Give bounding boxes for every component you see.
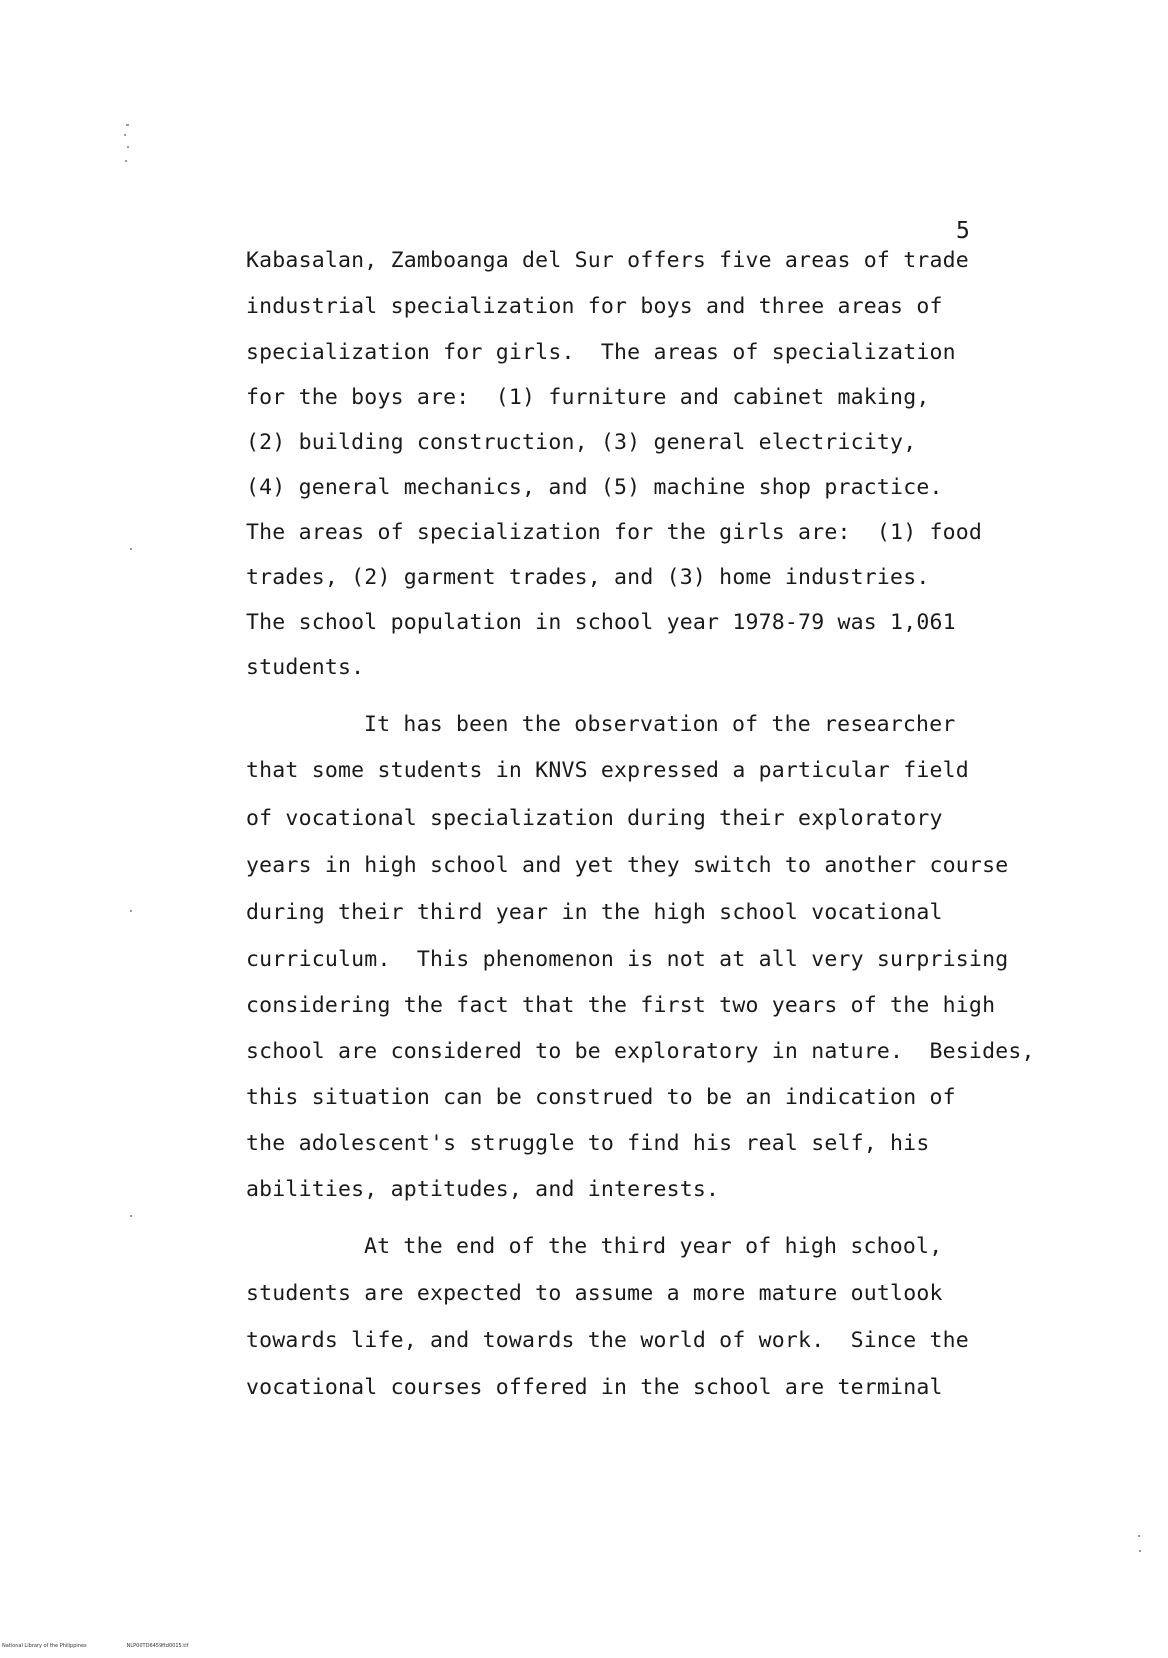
footer-library: National Library of the Philippines bbox=[2, 1643, 87, 1649]
body-text-line: specialization for girls. The areas of specialization bbox=[246, 340, 956, 365]
body-text-line: industrial specialization for boys and three areas of bbox=[246, 294, 943, 319]
body-text-line: that some students in KNVS expressed a particular field bbox=[246, 758, 969, 783]
body-text-line: Kabasalan, Zamboanga del Sur offers five areas of trade bbox=[246, 248, 969, 273]
body-text-line: years in high school and yet they switch to another course bbox=[246, 853, 1009, 878]
scan-speck bbox=[125, 160, 127, 162]
body-text-line: towards life, and towards the world of work. Since the bbox=[246, 1328, 969, 1353]
body-text-line: considering the fact that the first two years of the high bbox=[246, 993, 996, 1018]
scan-speck bbox=[124, 134, 126, 136]
scan-speck bbox=[130, 548, 132, 550]
body-text-line: students are expected to assume a more mature outlook bbox=[246, 1281, 943, 1306]
body-text-line: curriculum. This phenomenon is not at all very surprising bbox=[246, 947, 1009, 972]
scan-speck bbox=[130, 1215, 132, 1217]
body-text-line: this situation can be construed to be an indication of bbox=[246, 1085, 956, 1110]
scan-footer bbox=[2, 1643, 228, 1649]
body-text-line: It has been the observation of the researcher bbox=[364, 712, 956, 737]
body-text-line: abilities, aptitudes, and interests. bbox=[246, 1177, 720, 1202]
scan-speck bbox=[130, 910, 132, 912]
body-text-line: students. bbox=[246, 655, 365, 680]
body-text-line: the adolescent's struggle to find his real self, his bbox=[246, 1131, 930, 1156]
footer-filename: NLP00TD6459ftd0015.tif bbox=[126, 1643, 189, 1649]
body-text-line: of vocational specialization during their exploratory bbox=[246, 806, 943, 831]
body-text-line: (2) building construction, (3) general electricity, bbox=[246, 430, 917, 455]
scan-speck bbox=[126, 124, 129, 126]
body-text-line: during their third year in the high school vocational bbox=[246, 900, 943, 925]
page-number: 5 bbox=[956, 218, 970, 244]
body-text-line: The school population in school year 1978-79 was 1,061 bbox=[246, 610, 956, 635]
body-text-line: trades, (2) garment trades, and (3) home industries. bbox=[246, 565, 930, 590]
body-text-line: (4) general mechanics, and (5) machine shop practice. bbox=[246, 475, 943, 500]
body-text-line: for the boys are: (1) furniture and cabinet making, bbox=[246, 385, 930, 410]
scan-speck bbox=[1138, 1535, 1140, 1537]
body-text-line: At the end of the third year of high school, bbox=[364, 1234, 943, 1259]
body-text-line: vocational courses offered in the school are terminal bbox=[246, 1375, 943, 1400]
scan-speck bbox=[127, 146, 129, 148]
body-text-line: school are considered to be exploratory in nature. Besides, bbox=[246, 1039, 1035, 1064]
scan-speck bbox=[1139, 1550, 1141, 1552]
body-text-line: The areas of specialization for the girls are: (1) food bbox=[246, 520, 983, 545]
